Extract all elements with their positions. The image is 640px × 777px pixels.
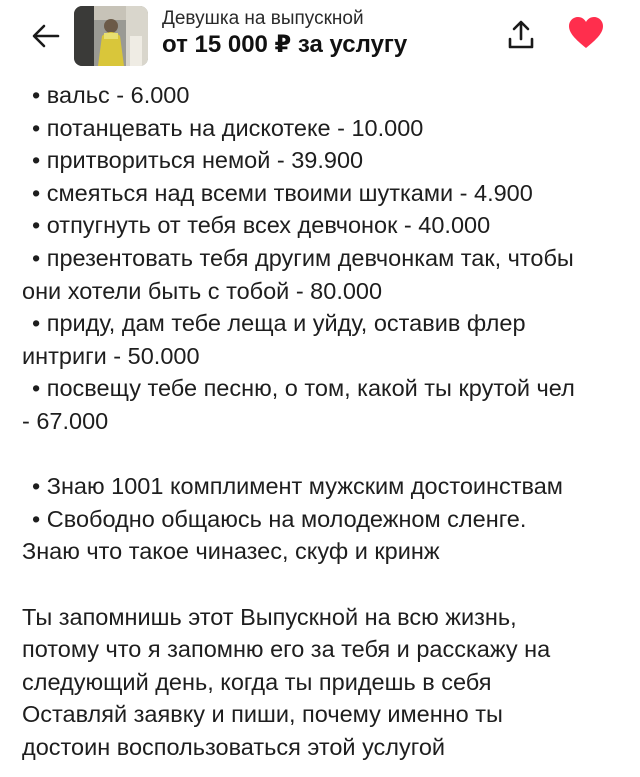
closing-text-line: Ты запомнишь этот Выпускной на всю жизнь, bbox=[22, 603, 517, 630]
closing-text-line: следующий день, когда ты придешь в себя bbox=[22, 668, 492, 695]
closing-text-line: достоин воспользоваться этой услугой bbox=[22, 733, 446, 760]
list-item: • потанцевать на дискотеке - 10.000 bbox=[32, 114, 424, 141]
share-button[interactable] bbox=[503, 17, 539, 53]
list-item-continuation: Знаю что такое чиназес, скуф и кринж bbox=[22, 538, 440, 565]
list-item: • вальс - 6.000 bbox=[32, 82, 190, 108]
top-bar bbox=[0, 0, 640, 72]
listing-title bbox=[162, 8, 482, 60]
list-item-continuation: - 67.000 bbox=[22, 407, 109, 434]
listing-description bbox=[22, 79, 622, 763]
listing-subtitle: Девушка на выпускной bbox=[162, 8, 364, 29]
list-item-continuation: они хотели быть с тобой - 80.000 bbox=[22, 277, 383, 304]
arrow-left-icon bbox=[31, 23, 61, 49]
list-item-continuation: интриги - 50.000 bbox=[22, 342, 200, 369]
listing-thumbnail[interactable] bbox=[74, 6, 148, 66]
list-item: • Свободно общаюсь на молодежном сленге. bbox=[32, 505, 527, 532]
listing-price: от 15 000 ₽ за услугу bbox=[162, 31, 408, 58]
list-item: • отпугнуть от тебя всех девчонок - 40.000 bbox=[32, 212, 491, 239]
list-item: • приду, дам тебе леща и уйду, оставив флер bbox=[32, 310, 526, 337]
paragraph-spacer bbox=[22, 438, 622, 471]
closing-text-line: Оставляй заявку и пиши, почему именно ты bbox=[22, 701, 503, 728]
closing-text-line: потому что я запомню его за тебя и расскажу на bbox=[22, 636, 551, 663]
list-item: • презентовать тебя другим девчонкам так, чтобы bbox=[32, 244, 574, 271]
list-item: • Знаю 1001 комплимент мужским достоинствам bbox=[32, 473, 563, 500]
heart-icon bbox=[567, 16, 605, 50]
list-item: • притвориться немой - 39.900 bbox=[32, 147, 364, 174]
favorite-button[interactable] bbox=[566, 14, 606, 52]
paragraph-spacer bbox=[22, 568, 622, 601]
list-item: • смеяться над всеми твоими шутками - 4.900 bbox=[32, 179, 533, 206]
listing-photo bbox=[74, 6, 148, 66]
back-button[interactable] bbox=[26, 18, 66, 54]
share-icon bbox=[506, 19, 536, 51]
list-item: • посвещу тебе песню, о том, какой ты крутой чел bbox=[32, 375, 575, 402]
